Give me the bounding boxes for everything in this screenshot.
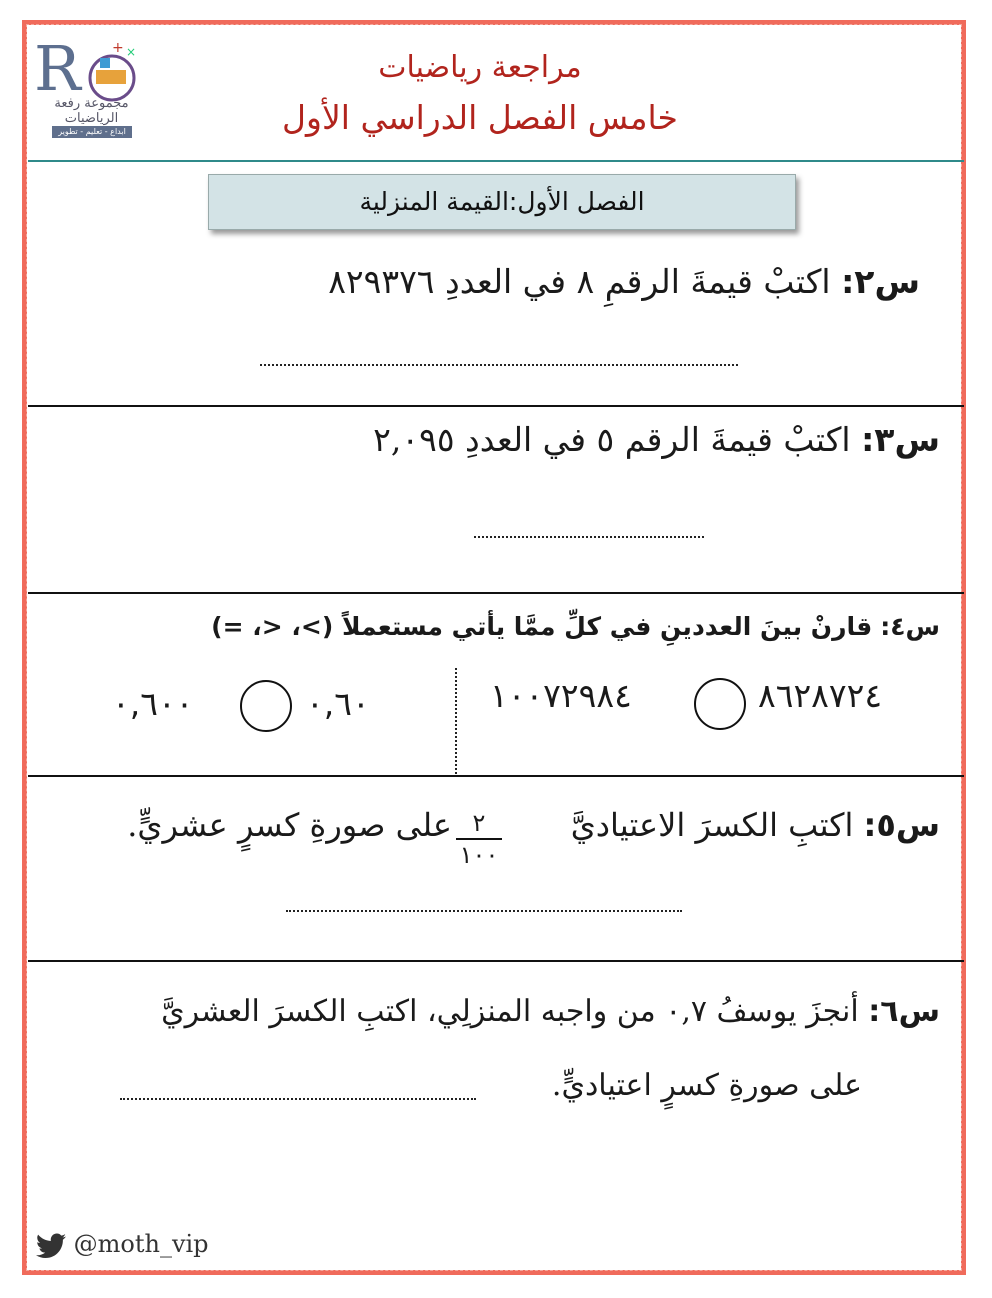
fraction-numerator: ٢ [472, 809, 486, 837]
question-6-text-line1: أنجزَ يوسفُ ٠,٧ من واجبه المنزلِي، اكتبِ الكسرَ العشريَّ [161, 994, 859, 1029]
question-2-label: س٢: [841, 262, 920, 301]
twitter-handle [36, 1230, 209, 1259]
logo-tag: ابداع - تعليم - تطوير [52, 126, 132, 138]
question-6-text-line2: على صورةِ كسرٍ اعتياديٍّ. [551, 1068, 862, 1103]
logo-caption: مجموعة رفعة الرياضيات [54, 96, 129, 126]
compare-right-a: ٨٦٢٨٧٢٤ [758, 676, 883, 715]
section-divider [28, 775, 964, 777]
answer-line-q5[interactable] [286, 910, 682, 912]
page-title-line1: مراجعة رياضيات [378, 50, 582, 85]
chapter-title-box: الفصل الأول:القيمة المنزلية [208, 174, 796, 230]
question-4-label: س٤: [880, 612, 940, 641]
fraction-bar [456, 838, 502, 840]
question-6-label: س٦: [868, 994, 940, 1029]
question-3 [220, 420, 940, 459]
question-4 [120, 612, 940, 641]
question-6-line2 [462, 1068, 862, 1103]
section-divider [28, 592, 964, 594]
svg-text:×: × [126, 45, 137, 59]
question-5-end [72, 806, 452, 844]
compare-circle-left[interactable] [240, 680, 292, 732]
compare-right-b: ١٠٠٧٢٩٨٤ [490, 676, 632, 715]
compare-left-a: ٠,٦٠ [306, 684, 370, 723]
section-divider [28, 405, 964, 407]
question-5-label: س٥: [863, 806, 940, 844]
twitter-icon [36, 1233, 66, 1259]
header-divider [28, 160, 964, 162]
question-6-line1 [60, 994, 940, 1029]
answer-line-q2[interactable] [260, 364, 738, 366]
column-separator [455, 668, 457, 774]
question-5-text-after: على صورةِ كسرٍ عشريٍّ. [127, 806, 452, 844]
answer-line-q6[interactable] [120, 1098, 476, 1100]
answer-line-q3[interactable] [474, 536, 704, 538]
svg-text:+: + [112, 40, 124, 56]
question-4-text: قارنْ بينَ العددينِ في كلِّ ممَّا يأتي مستعملاً (>، <، =) [211, 612, 873, 641]
svg-text:R: R [34, 32, 81, 105]
question-5-start [500, 806, 940, 844]
question-2-text: اكتبْ قيمةَ الرقمِ ٨ في العددِ ٨٢٩٣٧٦ [328, 262, 831, 301]
twitter-handle-text: @moth_vip [73, 1230, 209, 1258]
fraction-denominator: ١٠٠ [459, 841, 499, 869]
compare-left-b: ٠,٦٠٠ [112, 684, 194, 723]
question-3-label: س٣: [861, 420, 940, 459]
section-divider [28, 960, 964, 962]
question-3-text: اكتبْ قيمةَ الرقم ٥ في العددِ ٢,٠٩٥ [373, 420, 851, 459]
question-2 [200, 262, 920, 301]
question-5-text-before: اكتبِ الكسرَ الاعتياديَّ [570, 806, 854, 844]
page-title-line2: خامس الفصل الدراسي الأول [282, 98, 678, 137]
fraction [456, 810, 502, 868]
compare-circle-right[interactable] [694, 678, 746, 730]
